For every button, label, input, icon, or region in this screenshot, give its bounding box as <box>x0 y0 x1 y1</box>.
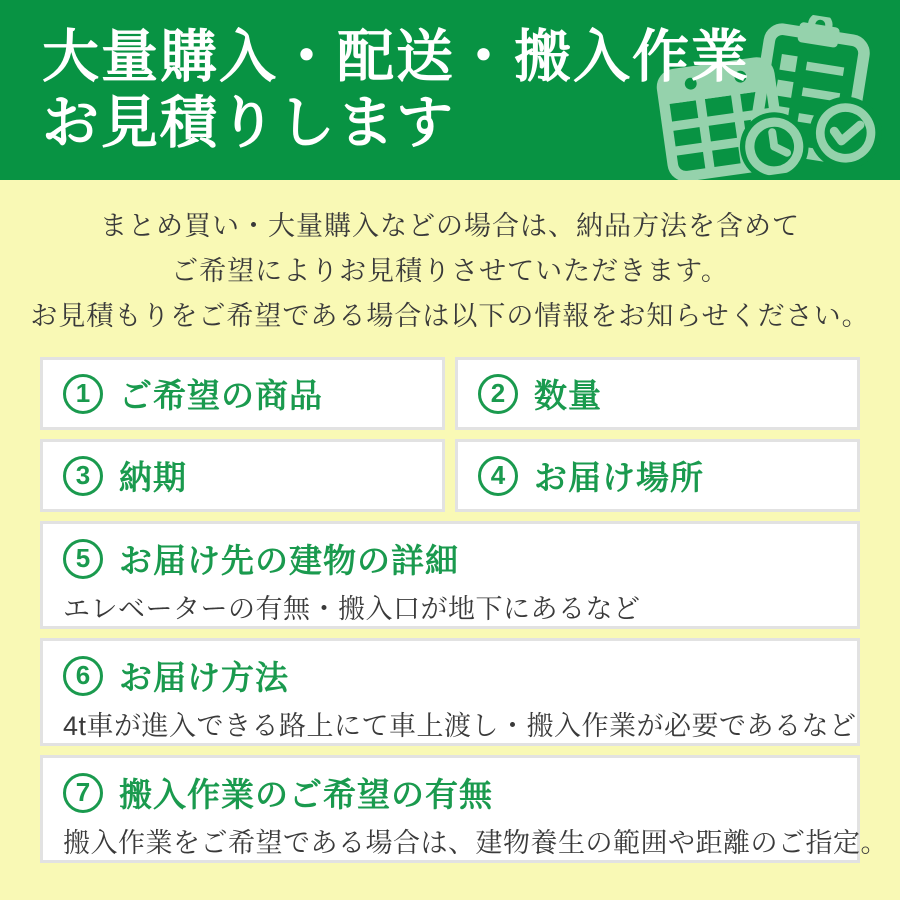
info-row-1 <box>40 357 860 430</box>
number-badge: 3 <box>63 456 103 496</box>
intro-line-3: お見積もりをご希望である場合は以下の情報をお知らせください。 <box>30 301 870 331</box>
info-box-carry-in-work <box>40 755 888 863</box>
info-box-desired-product <box>40 357 445 430</box>
number-badge: 7 <box>63 773 103 813</box>
info-box-label: お届け先の建物の詳細 <box>119 542 459 579</box>
info-box-delivery-place <box>455 439 860 512</box>
info-box-label: 納期 <box>119 459 187 496</box>
info-box-note: 搬入作業をご希望である場合は、建物養生の範囲や距離のご指定。 <box>63 828 888 858</box>
number-badge: 1 <box>63 374 103 414</box>
info-box-note: エレベーターの有無・搬入口が地下にあるなど <box>63 594 641 624</box>
info-box-label: ご希望の商品 <box>119 377 323 414</box>
info-box-title-row <box>63 652 839 699</box>
page-title-line1: 大量購入・配送・搬入作業 <box>42 25 750 89</box>
intro-line-1: まとめ買い・大量購入などの場合は、納品方法を含めて <box>100 211 800 241</box>
number-badge: 2 <box>478 374 518 414</box>
intro-text <box>0 180 900 339</box>
info-grid <box>40 357 888 863</box>
info-box-label: お届け方法 <box>119 659 289 696</box>
page-title-line2: お見積りします <box>42 91 455 155</box>
intro-line-2: ご希望によりお見積りさせていただきます。 <box>171 256 729 286</box>
info-box-title-row <box>63 769 839 816</box>
number-badge: 4 <box>478 456 518 496</box>
info-box-quantity <box>455 357 860 430</box>
info-box-label: お届け場所 <box>534 459 704 496</box>
body-section <box>0 180 900 900</box>
page-title <box>0 0 900 156</box>
number-badge: 6 <box>63 656 103 696</box>
info-box-label: 数量 <box>534 377 602 414</box>
info-box-building-details <box>40 521 860 629</box>
header-banner <box>0 0 900 180</box>
info-box-title-row <box>63 535 839 582</box>
info-row-2 <box>40 439 860 512</box>
info-box-note: 4t車が進入できる路上にて車上渡し・搬入作業が必要であるなど <box>63 711 857 741</box>
info-box-delivery-method <box>40 638 860 746</box>
number-badge: 5 <box>63 539 103 579</box>
info-box-label: 搬入作業のご希望の有無 <box>119 776 493 813</box>
info-box-delivery-date <box>40 439 445 512</box>
